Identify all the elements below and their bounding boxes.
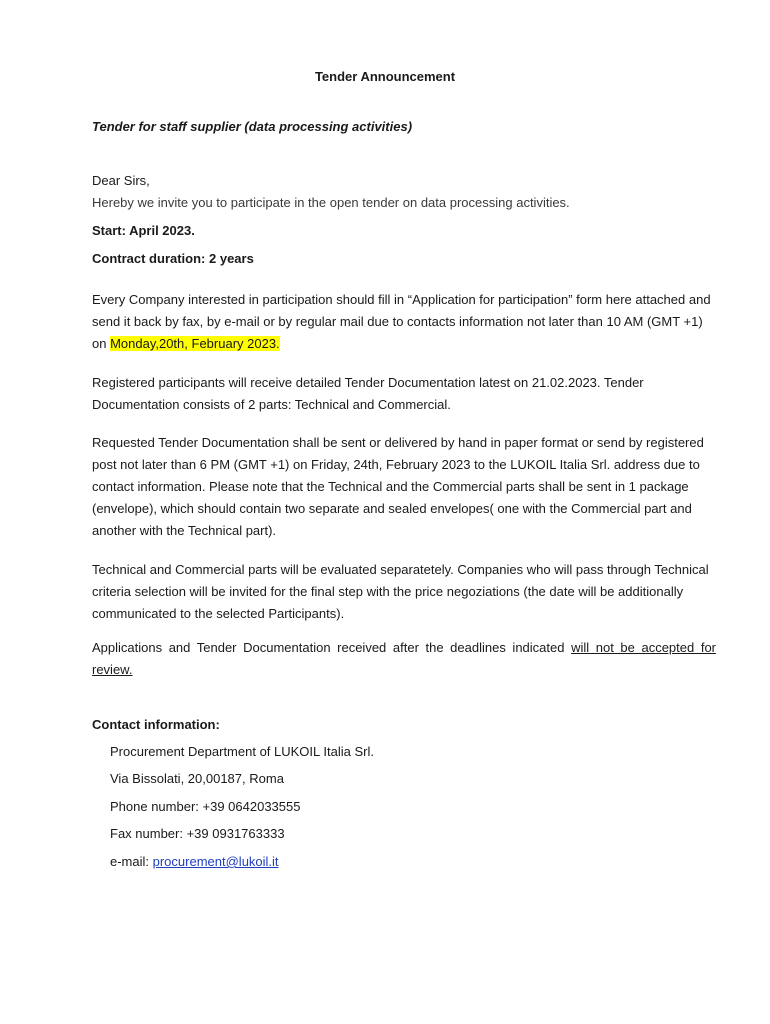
contact-email-line (110, 854, 279, 869)
evaluation-paragraph: Technical and Commercial parts will be evaluated separatetely. Companies who will pass through Technical criteria selection will be invited for the final step with the price negoziations (the date will be additionally communicated to the selected Participants). (92, 562, 709, 621)
contact-fax: Fax number: +39 0931763333 (110, 826, 285, 841)
start-date: Start: April 2023. (92, 223, 195, 238)
deadline-highlight: Monday,20th, February 2023. (110, 336, 280, 351)
document-title: Tender Announcement (314, 69, 456, 84)
documentation-paragraph: Registered participants will receive detailed Tender Documentation latest on 21.02.2023. Tender Documentation consists of 2 parts: Technical and Commercial. (92, 375, 644, 412)
contact-address: Via Bissolati, 20,00187, Roma (110, 771, 284, 786)
document-subtitle: Tender for staff supplier (data processing activities) (92, 119, 413, 134)
submission-paragraph: Requested Tender Documentation shall be sent or delivered by hand in paper format or send by registered post not later than 6 PM (GMT +1) on Friday, 24th, February 2023 to the LUKOIL Italia Srl. address due to contact information. Please note that the Technical and the Commercial parts shall be sent in 1 package (envelope), which should contain two separate and sealed envelopes( one with the Commercial part and another with the Technical part). (92, 435, 704, 538)
late-applications-paragraph (92, 637, 716, 681)
not-accepted-text: will not be accepted for review. (92, 640, 716, 677)
contact-heading: Contact information: (92, 717, 220, 732)
contact-department: Procurement Department of LUKOIL Italia Srl. (110, 744, 374, 759)
contract-duration: Contract duration: 2 years (92, 251, 254, 266)
invitation-text: Hereby we invite you to participate in the open tender on data processing activities. (92, 195, 570, 210)
greeting: Dear Sirs, (92, 173, 150, 188)
email-label: e-mail: (110, 854, 153, 869)
email-link[interactable]: procurement@lukoil.it (152, 854, 279, 869)
contact-phone: Phone number: +39 0642033555 (110, 799, 301, 814)
late-applications-text: Applications and Tender Documentation received after the deadlines indicated (92, 640, 572, 655)
participation-text: Every Company interested in participation should fill in “Application for participation” form here attached and send it back by fax, by e-mail or by regular mail due to contacts information not later than 10 AM (GMT +1) on (92, 292, 711, 351)
participation-paragraph (92, 289, 716, 355)
